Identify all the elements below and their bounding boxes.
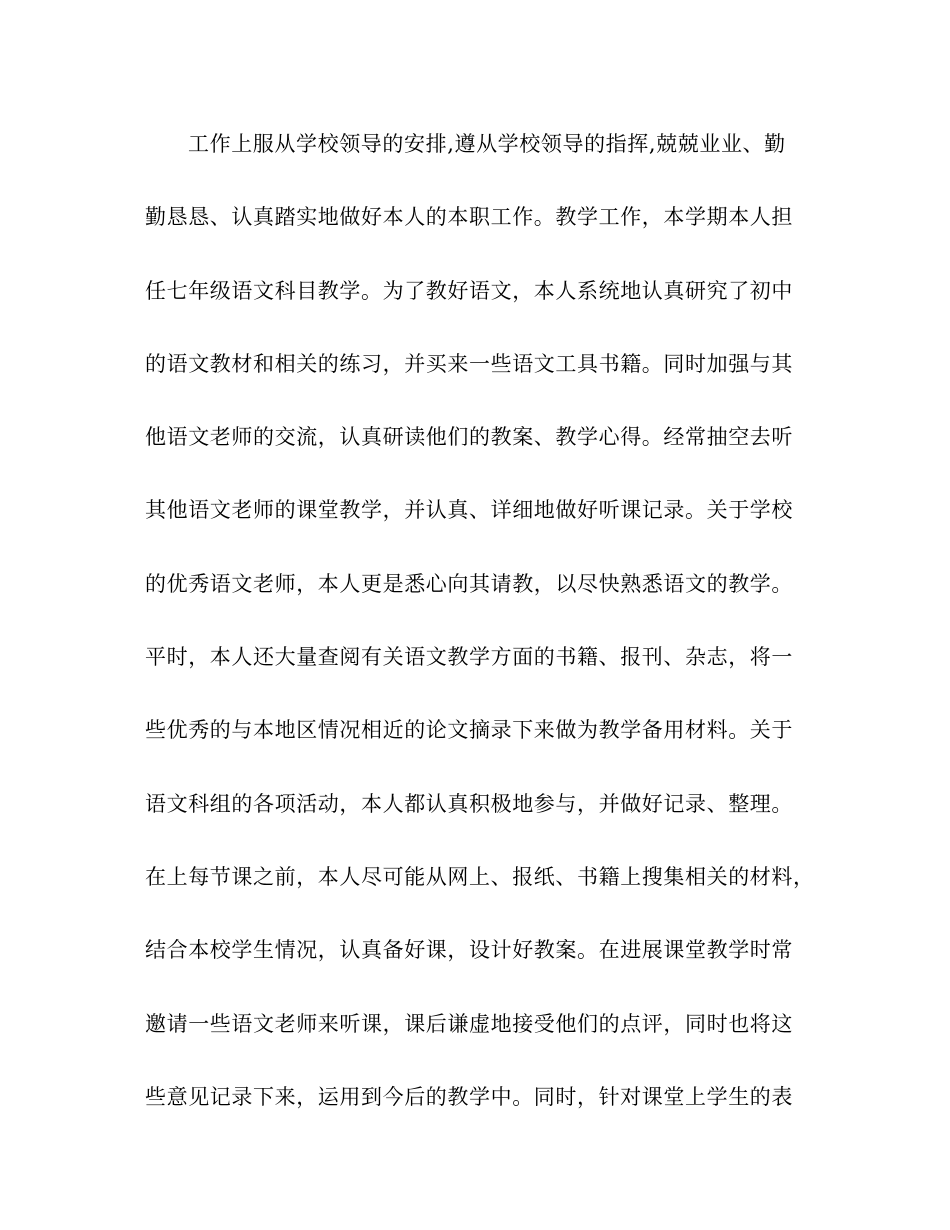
text-line: 工作上服从学校领导的安排,遵从学校领导的指挥,兢兢业业、勤 xyxy=(188,132,786,156)
text-line: 在上每节课之前，本人尽可能从网上、报纸、书籍上搜集相关的材料， xyxy=(145,864,815,889)
text-line: 语文科组的各项活动，本人都认真积极地参与，并做好记录、整理。 xyxy=(145,791,793,816)
text-line: 平时，本人还大量查阅有关语文教学方面的书籍、报刊、杂志，将一 xyxy=(145,645,793,670)
text-line: 的优秀语文老师，本人更是悉心向其请教，以尽快熟悉语文的教学。 xyxy=(145,571,793,596)
text-line: 些意见记录下来，运用到今后的教学中。同时，针对课堂上学生的表 xyxy=(145,1084,793,1109)
text-line: 结合本校学生情况，认真备好课，设计好教案。在进展课堂教学时常 xyxy=(145,938,793,963)
text-line: 些优秀的与本地区情况相近的论文摘录下来做为教学备用材料。关于 xyxy=(145,718,793,743)
text-line: 的语文教材和相关的练习，并买来一些语文工具书籍。同时加强与其 xyxy=(145,351,793,376)
body-text xyxy=(145,124,815,1150)
text-line: 他语文老师的交流，认真研读他们的教案、教学心得。经常抽空去听 xyxy=(145,425,793,450)
text-line: 邀请一些语文老师来听课，课后谦虚地接受他们的点评，同时也将这 xyxy=(145,1011,793,1036)
text-line: 任七年级语文科目教学。为了教好语文，本人系统地认真研究了初中 xyxy=(145,278,793,303)
text-line: 勤恳恳、认真踏实地做好本人的本职工作。教学工作，本学期本人担 xyxy=(145,205,793,230)
text-line: 其他语文老师的课堂教学，并认真、详细地做好听课记录。关于学校 xyxy=(145,498,793,523)
